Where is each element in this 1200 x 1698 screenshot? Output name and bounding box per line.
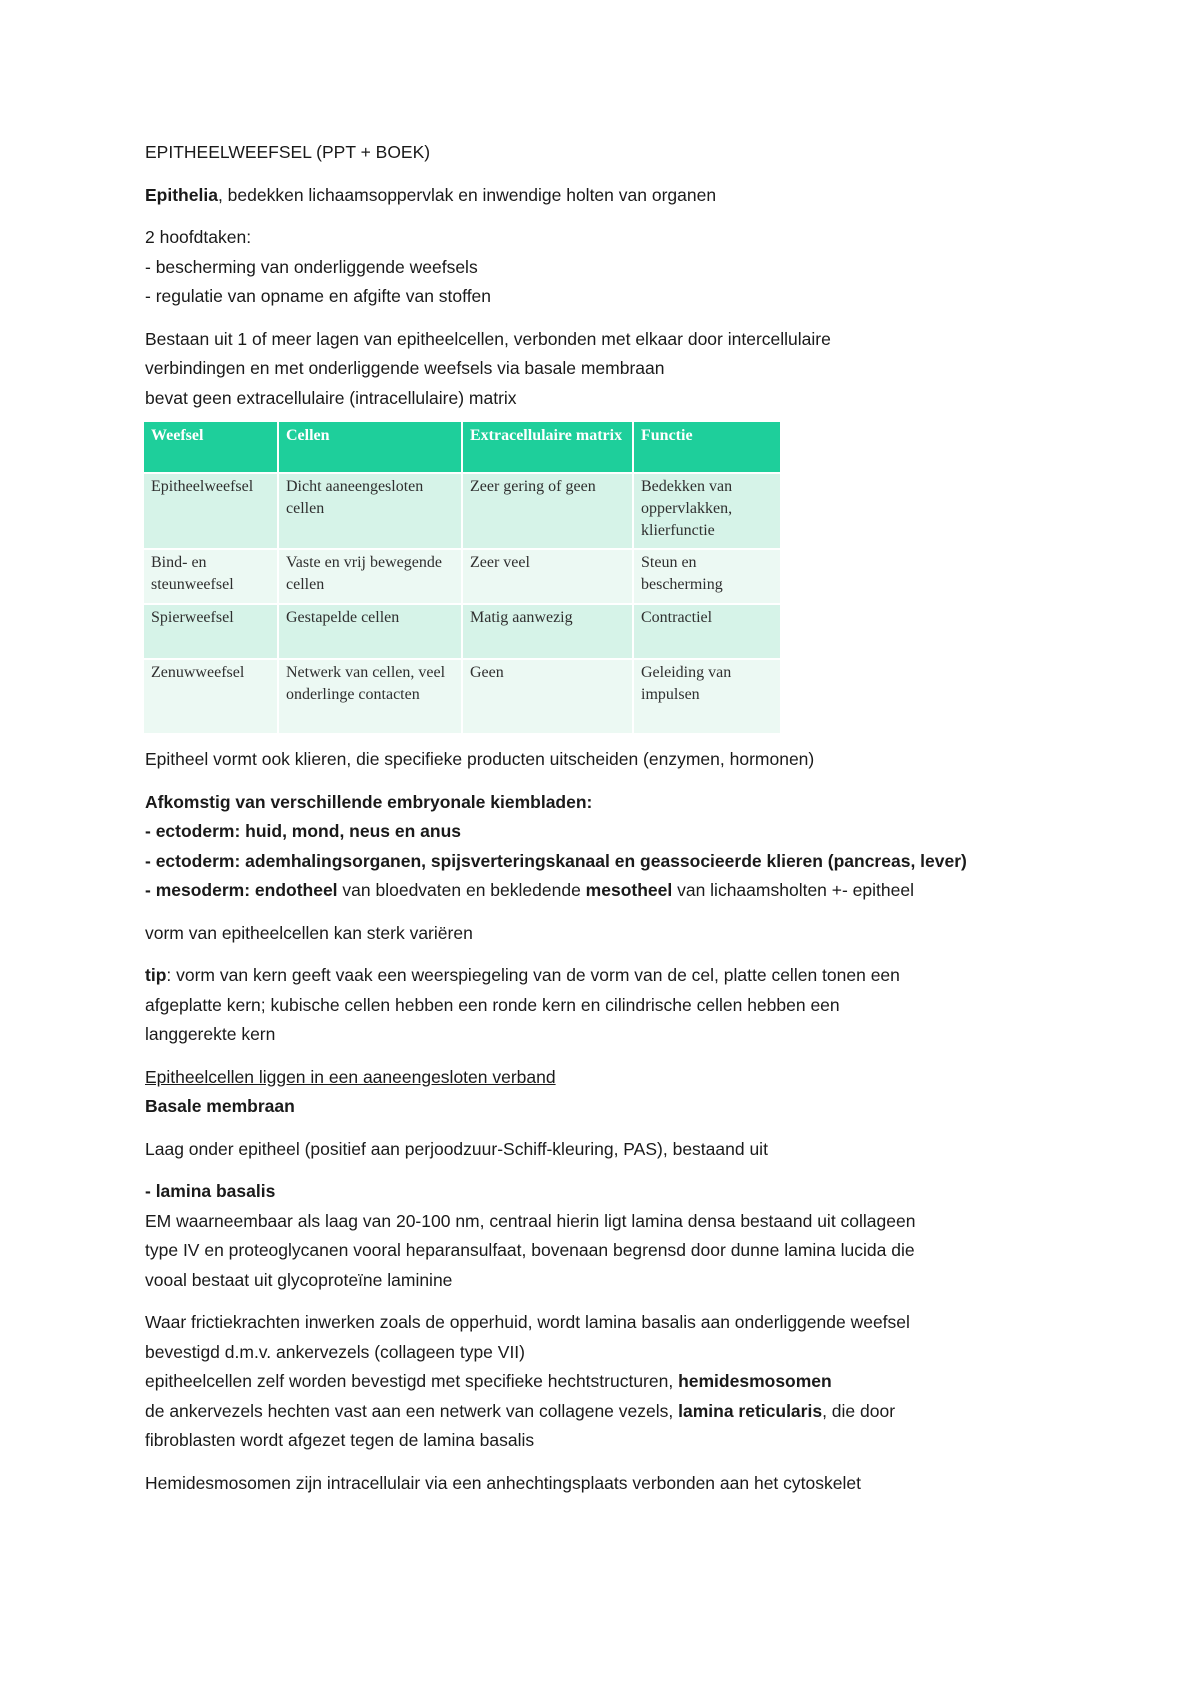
tissue-table [142,420,782,735]
table-cell: Dicht aaneengesloten cellen [278,473,462,549]
table-header: Extracellulaire matrix [462,421,633,473]
layer-under-paragraph: Laag onder epitheel (positief aan perjoodzuur-Schiff-kleuring, PAS), bestaand uit [145,1138,768,1159]
intro-paragraph [145,181,1065,211]
table-cell: Zeer gering of geen [462,473,633,549]
origin-line-bold: - mesoderm: [145,880,255,900]
shape-paragraph: vorm van epitheelcellen kan sterk variëren [145,922,473,943]
table-cell: Zeer veel [462,549,633,604]
table-cell: Bind- en steunweefsel [143,549,278,604]
friction-line: Waar frictiekrachten inwerken zoals de opperhuid, wordt lamina basalis aan onderliggende weefsel [145,1312,910,1332]
layers-block [145,325,1065,414]
friction-line: fibroblasten wordt afgezet tegen de lamina basalis [145,1430,535,1450]
intro-rest: , bedekken lichaamsoppervlak en inwendige holten van organen [217,184,717,205]
tip-block [145,961,1065,1050]
lamina-line: type IV en proteoglycanen vooral heparansulfaat, bovenaan begrensd door dunne lamina lucida die [145,1240,915,1260]
basal-heading: Basale membraan [145,1096,295,1116]
friction-line [145,1367,1065,1397]
friction-text: , die door [822,1400,896,1421]
table-header: Weefsel [143,421,278,473]
tasks-heading: 2 hoofdtaken: [145,227,252,247]
tip-line: afgeplatte kern; kubische cellen hebben een ronde kern en cilindrische cellen hebben een [145,994,840,1015]
table-cell: Geleiding van impulsen [633,659,781,734]
lamina-line: vooal bestaat uit glycoproteïne laminine [145,1269,453,1290]
table-cell: Epitheelweefsel [143,473,278,549]
origin-heading: Afkomstig van verschillende embryonale kiembladen: [145,791,593,812]
section-block [145,1063,1065,1122]
origin-line: - ectoderm: huid, mond, neus en anus [145,821,461,841]
origin-line [145,876,1065,906]
hemi-paragraph: Hemidesmosomen zijn intracellulair via een anhechtingsplaats verbonden aan het cytoskelet [145,1472,861,1493]
layers-line: bevat geen extracellulaire (intracellulaire) matrix [145,387,517,408]
origin-line-bold: endotheel [254,880,338,900]
table-cell: Geen [462,659,633,734]
table-header-row [143,421,781,473]
table-cell: Bedekken van oppervlakken, klierfunctie [633,473,781,549]
table-cell: Contractiel [633,604,781,659]
friction-bold: lamina reticularis [678,1400,823,1421]
friction-line [145,1397,1065,1427]
origin-block [145,788,1065,906]
table-row [143,659,781,734]
tissue-table-image [142,420,782,735]
tip-line [145,961,1065,991]
tip-label: tip [145,965,167,985]
table-header: Cellen [278,421,462,473]
lamina-heading: - lamina basalis [145,1181,276,1201]
origin-line: - ectoderm: ademhalingsorganen, spijsverteringskanaal en geassocieerde klieren (pancreas, lever) [145,850,967,871]
lamina-line: EM waarneembaar als laag van 20-100 nm, centraal hierin ligt lamina densa bestaand uit collageen [145,1210,916,1231]
table-cell: Gestapelde cellen [278,604,462,659]
origin-line-text: van lichaamsholten +- epitheel [672,880,914,900]
origin-line-bold: mesotheel [585,880,673,900]
friction-text: de ankervezels hechten vast aan een netwerk van collagene vezels, [145,1400,679,1421]
table-header: Functie [633,421,781,473]
friction-text: epitheelcellen zelf worden bevestigd met specifieke hechtstructuren, [145,1371,679,1391]
tip-text: : vorm van kern geeft vaak een weerspiegeling van de vorm van de cel, platte cellen tonen een [166,965,900,985]
layers-line: Bestaan uit 1 of meer lagen van epitheelcellen, verbonden met elkaar door intercellulaire [145,328,831,349]
task-item: - regulatie van opname en afgifte van stoffen [145,286,492,306]
document-page [145,138,1065,1498]
origin-line-text: van bloedvaten en bekledende [337,880,586,900]
table-cell: Zenuwweefsel [143,659,278,734]
friction-line: bevestigd d.m.v. ankervezels (collageen type VII) [145,1341,526,1362]
tasks-block [145,223,1065,312]
document-title: EPITHEELWEEFSEL (PPT + BOEK) [145,142,431,162]
friction-bold: hemidesmosomen [678,1371,832,1391]
layers-line: verbindingen en met onderliggende weefsels via basale membraan [145,358,665,378]
tip-line: langgerekte kern [145,1024,276,1044]
table-cell: Matig aanwezig [462,604,633,659]
table-cell: Spierweefsel [143,604,278,659]
table-cell: Steun en bescherming [633,549,781,604]
table-cell: Netwerk van cellen, veel onderlinge contacten [278,659,462,734]
glands-paragraph: Epitheel vormt ook klieren, die specifieke producten uitscheiden (enzymen, hormonen) [145,749,815,769]
table-row [143,549,781,604]
table-row [143,604,781,659]
table-cell: Vaste en vrij bewegende cellen [278,549,462,604]
task-item: - bescherming van onderliggende weefsels [145,256,478,277]
lamina-block [145,1177,1065,1295]
section-title: Epitheelcellen liggen in een aaneengesloten verband [145,1066,556,1087]
table-row [143,473,781,549]
friction-block [145,1308,1065,1456]
intro-bold: Epithelia [145,184,218,205]
